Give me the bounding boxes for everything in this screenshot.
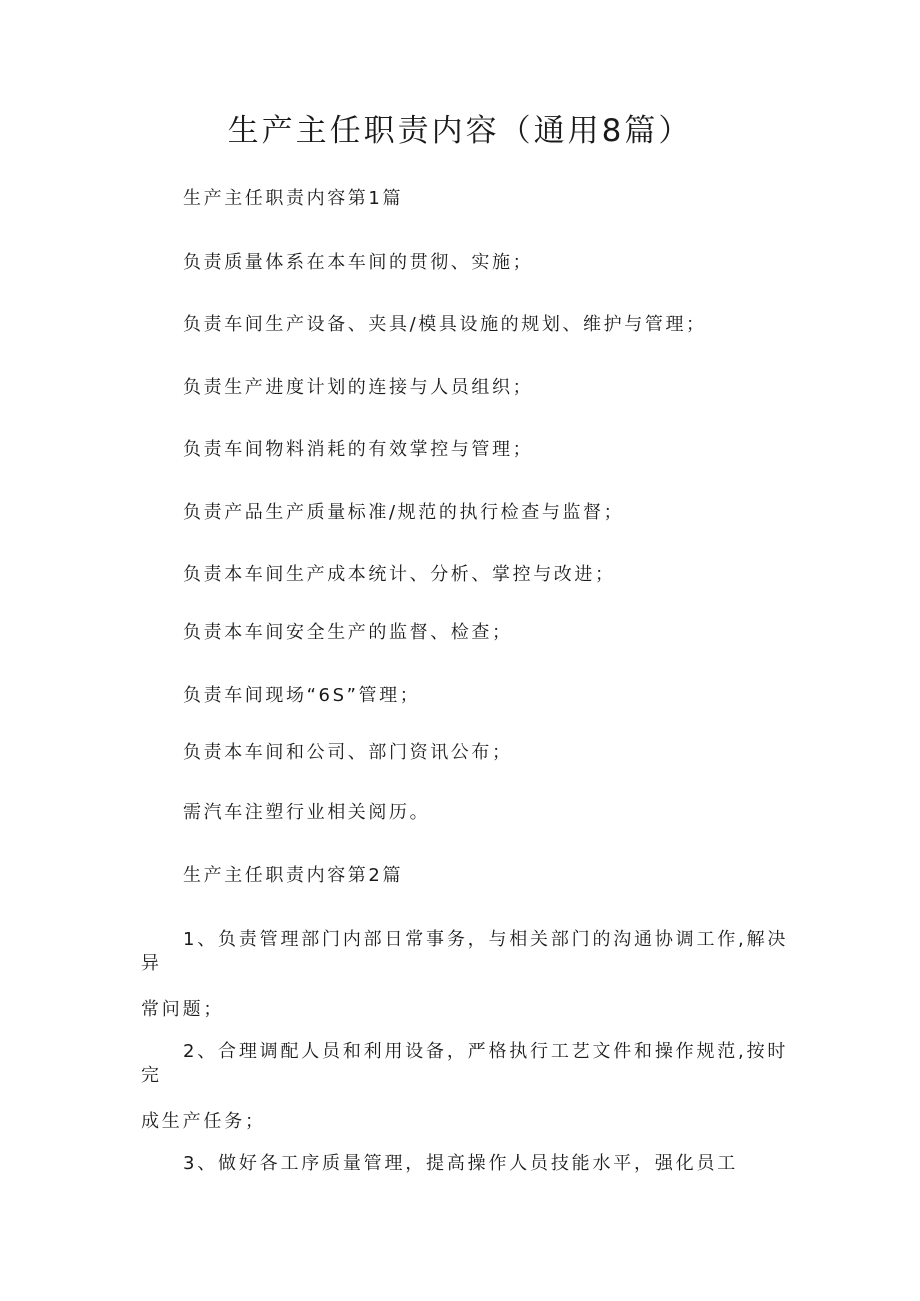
list-item: 负责产品生产质量标准/规范的执行检查与监督； (183, 502, 625, 523)
paragraph (141, 928, 791, 1022)
section-heading: 生产主任职责内容第1篇 (183, 188, 404, 209)
paragraph (141, 1152, 791, 1176)
list-item: 负责车间现场“6S”管理； (183, 685, 421, 706)
paragraph-line: 1、负责管理部门内部日常事务，与相关部门的沟通协调工作,解决异 (141, 929, 789, 974)
document-title: 生产主任职责内容（通用8篇） (227, 113, 693, 149)
section-heading: 生产主任职责内容第2篇 (183, 865, 404, 886)
list-item: 负责本车间和公司、部门资讯公布； (183, 742, 513, 763)
paragraph-line: 2、合理调配人员和利用设备，严格执行工艺文件和操作规范,按时完 (141, 1041, 789, 1086)
paragraph-line: 常问题； (141, 999, 225, 1020)
paragraph-line: 成生产任务； (141, 1111, 266, 1132)
list-item: 负责生产进度计划的连接与人员组织； (183, 377, 534, 398)
list-item: 需汽车注塑行业相关阅历。 (183, 802, 431, 823)
list-item: 负责本车间安全生产的监督、检查； (183, 622, 513, 643)
list-item: 负责车间物料消耗的有效掌控与管理； (183, 439, 534, 460)
list-item: 负责本车间生产成本统计、分析、掌控与改进； (183, 564, 616, 585)
list-item: 负责车间生产设备、夹具/模具设施的规划、维护与管理； (183, 314, 707, 335)
paragraph-line: 3、做好各工序质量管理，提高操作人员技能水平，强化员工 (183, 1153, 739, 1174)
list-item: 负责质量体系在本车间的贯彻、实施； (183, 252, 534, 273)
paragraph (141, 1040, 791, 1134)
